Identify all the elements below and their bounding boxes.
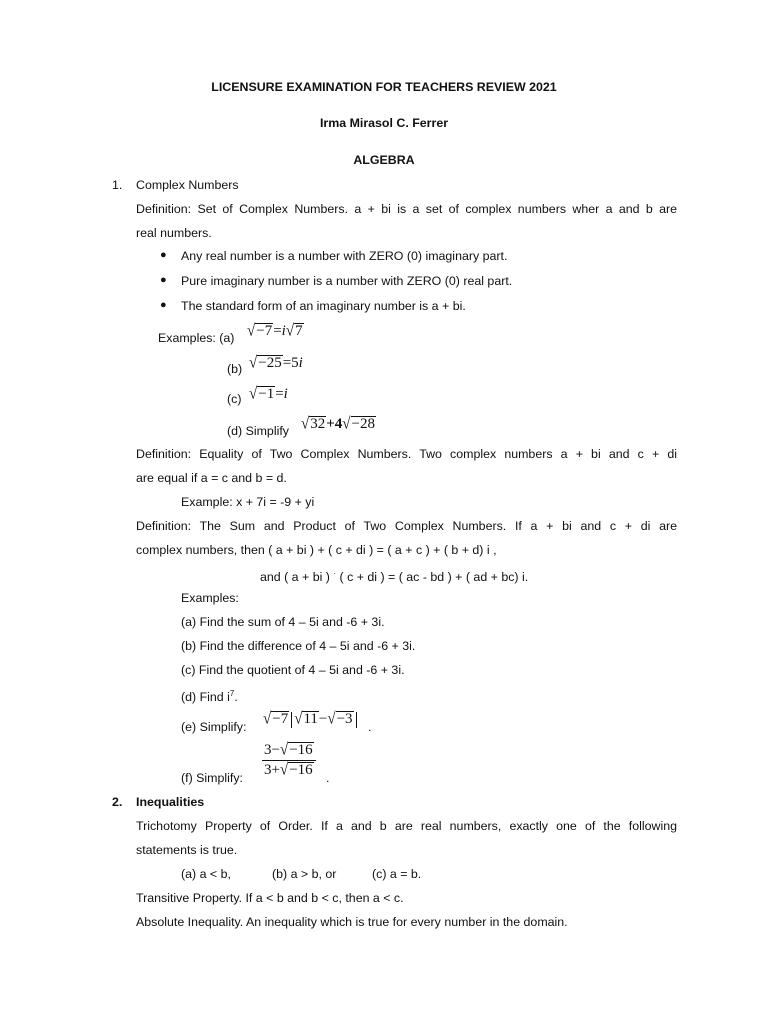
math-expression: √−7 √11−√−3 <box>263 711 359 728</box>
section-number: 1. <box>112 178 123 192</box>
example-label: (c) <box>227 392 242 406</box>
definition-text: Definition: Equality of Two Complex Numbers. Two complex numbers a + bi and c + di <box>136 447 677 461</box>
list-item: (e) Simplify: <box>181 720 247 734</box>
list-item: (d) Find $i^7$. <box>181 689 238 705</box>
definition-text: complex numbers, then ( a + bi ) + ( c + di ) = ( a + c ) + ( b + d) i , <box>136 543 497 557</box>
option-item: (c) a = b. <box>372 867 422 881</box>
example-label: (b) <box>227 362 243 376</box>
section-heading: Complex Numbers <box>136 178 239 192</box>
definition-text: Definition: Set of Complex Numbers. a + bi is a set of complex numbers wher a and b are <box>136 202 677 216</box>
definition-text: statements is true. <box>136 843 238 857</box>
punctuation: . <box>326 771 330 785</box>
definition-text: are equal if a = c and b = d. <box>136 471 287 485</box>
math-expression: √−25=5i <box>249 354 303 372</box>
math-expression: √32+4√−28 <box>301 415 375 433</box>
list-item: (b) Find the difference of 4 – 5i and -6 + 3i. <box>181 639 416 653</box>
section-number: 2. <box>112 795 123 809</box>
list-item: Pure imaginary number is a number with ZERO (0) real part. <box>181 274 513 288</box>
bullet-icon: ● <box>160 249 167 261</box>
section-heading: Inequalities <box>136 795 205 809</box>
author-name: Irma Mirasol C. Ferrer <box>319 116 449 130</box>
punctuation: . <box>368 720 372 734</box>
definition-text: Transitive Property. If a < b and b < c, then a < c. <box>136 891 404 905</box>
definition-text: Definition: The Sum and Product of Two Complex Numbers. If a + bi and c + di are <box>136 519 677 533</box>
document-title: LICENSURE EXAMINATION FOR TEACHERS REVIEW 2021 <box>211 80 557 94</box>
math-expression: √−1=i <box>249 385 288 403</box>
list-item: (f) Simplify: <box>181 771 243 785</box>
subject-heading: ALGEBRA <box>353 153 415 167</box>
example-label: Examples: (a) <box>158 331 235 345</box>
definition-text: Trichotomy Property of Order. If a and b are real numbers, exactly one of the following <box>136 819 677 833</box>
option-item: (b) a > b, or <box>272 867 337 881</box>
list-item: (a) Find the sum of 4 – 5i and -6 + 3i. <box>181 615 385 629</box>
definition-text: and ( a + bi ) · ( c + di ) = ( ac - bd ) + ( ad + bc) i. <box>260 569 529 585</box>
definition-text: Absolute Inequality. An inequality which is true for every number in the domain. <box>136 915 568 929</box>
option-item: (a) a < b, <box>181 867 231 881</box>
example-label: (d) Simplify <box>227 424 289 438</box>
list-item: (c) Find the quotient of 4 – 5i and -6 + 3i. <box>181 663 405 677</box>
example-text: Example: x + 7i = -9 + yi <box>181 495 315 509</box>
math-fraction: $\frac{3-√-16}{3+√-16}$ <box>262 742 316 779</box>
example-label: Examples: <box>181 591 239 605</box>
list-item: Any real number is a number with ZERO (0) imaginary part. <box>181 249 508 263</box>
math-expression: √−7=i√7 <box>247 322 303 340</box>
list-item: The standard form of an imaginary number is a + bi. <box>181 299 466 313</box>
bullet-icon: ● <box>160 299 167 311</box>
definition-text: real numbers. <box>136 226 212 240</box>
bullet-icon: ● <box>160 274 167 286</box>
